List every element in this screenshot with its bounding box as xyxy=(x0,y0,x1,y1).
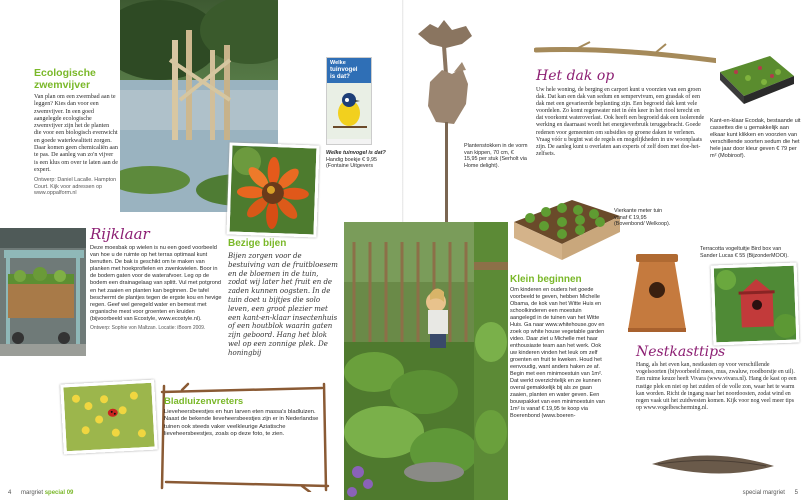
ladybug-photo xyxy=(60,380,158,455)
planter-box-photo xyxy=(510,186,622,268)
rijklaar-title: Rijklaar xyxy=(90,225,150,243)
pond-article xyxy=(34,68,118,197)
bees-title: Bezige bijen xyxy=(228,238,287,249)
right-page-footer xyxy=(743,490,798,496)
nest-title: Nestkasttips xyxy=(636,344,726,360)
kids-garden-photo xyxy=(344,222,474,500)
roof-article xyxy=(536,68,706,158)
book-cover-line-3: is dat? xyxy=(330,73,350,80)
rooster-stake-illustration xyxy=(406,14,492,244)
nest-article xyxy=(636,344,798,412)
pond-title: Ecologische zwemvijver xyxy=(34,67,96,91)
aphids-article xyxy=(164,396,324,439)
planter-caption: Vierkante meter tuin vanaf € 19,95 (Bovenbond/ Welkoop). xyxy=(614,208,671,228)
book-cover xyxy=(326,57,372,145)
aphids-title: Bladluizenvreters xyxy=(164,396,244,407)
bees-body: Bijen zorgen voor de bestuiving van de fruitbloesem en de bloemen in de tuin, zodat wij later het fruit en de zaden kunnen oogsten. In de tuin doet u bijtjes die solo leven, een groot plezier met een kant-en-klaar insectenhuis of een houtblok waarin gaten zijn geboord. Hang het blok wel op een zonnige plek. De honingbij xyxy=(228,252,338,357)
book-cover-line-1: Welke xyxy=(330,60,346,66)
terracotta-birdbox-illustration xyxy=(622,250,692,338)
nest-body: Hang, als het even kan, nestkasten op voor verschillende vogelsoorten (bijvoorbeeld mees, mus, zwaluw, roodborstje en uil). Een ruime keuze heeft Vivara (www.vivara.nl). Hang de kast op een rustige plek en niet op het zuiden of de volle zon, waar het te warm kan worden. Richt de ingang naar het noordoosten, zodat wind en regen vaak uit het zuidwesten komen. Kijk voor nog veel meer tips op www.vogelbescherming.nl. xyxy=(636,362,797,412)
bees-article xyxy=(228,238,340,358)
right-footer-brand: special margriet xyxy=(742,490,785,496)
rooster-caption: Plantenstokken in de vorm van kippen, 70 cm, € 15,95 per stuk (Serholt via Home delight). xyxy=(464,143,528,169)
vegetable-bed-photo xyxy=(474,222,508,500)
left-page-number: 4 xyxy=(8,490,12,496)
red-birdhouse-photo xyxy=(711,263,800,346)
klein-article xyxy=(510,274,606,420)
left-footer-special: special 09 xyxy=(44,490,74,496)
birdbox-caption: Terracotta vogeltuitje Bird box van Sander Lucas € 55 (BijzonderMOOI). xyxy=(700,246,789,259)
left-page-footer xyxy=(8,490,73,496)
pond-credit: Ontwerp: Daniel Lacalle. Hampton Court. Kijk voor adressen op www.oppalform.nl xyxy=(34,177,117,197)
roof-caption: Kant-en-klaar Ecodak, bestaande uit cassettes die u gemakkelijk aan elkaar kunt klikken en voorzien van verschillende soorten sedum die het hele jaar door kleur geven € 79 per m² (Mobiroof). xyxy=(710,118,801,159)
rijklaar-body: Deze moesbak op wielen is nu een goed voorbeeld van hoe u de ruimte op het terras optimaal kunt benutten. De bak is geschikt om te maken van planken met hoekprofielen en zwenkwielen. Boor in de bodem gaten voor de waterafvoer. Leg op de bodem een drainagelaag van splitt. Vul met potgrond en het zaaien en planten kan beginnen. De tafel beschermt de plantjes tegen de ergste kou en hevige regen. Geef wel geregeld water en bemest met organische mest voor groenten en kruiden (bijvoorbeeld van Ecostyle, www.ecostyle.nl). xyxy=(90,245,222,322)
roof-title: Het dak op xyxy=(536,68,615,84)
rijklaar-credit: Ontwerp: Sophie von Maltzan. Locatie: iBoom 2009. xyxy=(90,325,206,332)
book-caption-title: Welke tuinvogel is dat? xyxy=(326,150,386,156)
pond-body: Van plan om een zwembad aan te leggen? Kies dan voor een zwemvijver. In een goed aangelegde ecologische zwemvijver zijn het de planten die voor een biologisch evenwicht en goede waterkwaliteit zorgen. Daar komen geen chemicaliën aan te pas. De aanleg van zo'n vijver is een klus om over te laten aan de expert. xyxy=(34,94,118,173)
helenium-flower-photo xyxy=(226,142,319,237)
right-page-number: 5 xyxy=(794,490,798,496)
feather-nest-illustration xyxy=(648,442,778,486)
left-footer-brand: margriet xyxy=(21,490,44,496)
rijklaar-article xyxy=(90,226,224,332)
roof-body: Uw hele woning, de berging en carport kunt u voorzien van een groen dak. Dat kan een dak van sedum en sempervivum, een grasdak of een dak met een gevarieerde beplanting zijn. Een begroeid dak kent vele voordelen. Zo komt regenwater niet in één keer in het riool terecht en dat voorkomt wateroverlast. Ook heeft een begroeid dak een isolerende werking en daarnaast wordt het energieverbruik teruggebracht. Goede redenen voor gemeenten om subsidies op groene daken te verlenen. Vraag vóór u begint wat de regels en mogelijkheden in uw woonplaats zijn. De aanleg kunt u overlaten aan experts of zelf doen met doe-het-zelfsets. xyxy=(536,87,705,157)
bird-illustration xyxy=(327,83,371,139)
klein-title: Klein beginnen xyxy=(510,274,582,285)
book-cover-line-2: tuinvogel xyxy=(330,66,358,73)
aphids-body: Lieveheersbeestjes en hun larven eten massa's bladluizen. Naast de bekende lieveheersbeestjes zijn er in Nederlandse tuinen ook steeds vaker veelkleurige Aziatische lieveheersbeestjes, zoals op deze foto, te zien. xyxy=(164,409,319,438)
book-caption xyxy=(326,150,398,170)
ecodak-photo xyxy=(716,42,796,116)
klein-body: Om kinderen en ouders het goede voorbeeld te geven, hebben Michelle Obama, de kok van het Witte Huis en schoolkinderen een moestuin aangelegd in de tuinen van het Witte Huis. Ga naar www.whitehouse.gov en zoek op white house vegetable garden video. Daar ziet u Michelle met haar enthousiaste team aan het werk. Ook uw kinderen vinden het leuk om zelf groenten en fruit te kweken. Houd het eenvoudig, want anders haken ze af. Begin met een minimoestuin van 1m². Dat werkt overzichtelijk en ze kunnen overal gemakkelijk bij als ze gaan zaaien, planten en water geven. Een bouwpakket van een minimoestuin van 1m² is vanaf € 19,95 te koop via Boerenbond (www.boeren- xyxy=(510,287,605,419)
planter-cart-photo xyxy=(0,228,86,356)
book-caption-body: Handig boekje € 9,95 (Fontaine Uitgevers xyxy=(326,156,377,170)
